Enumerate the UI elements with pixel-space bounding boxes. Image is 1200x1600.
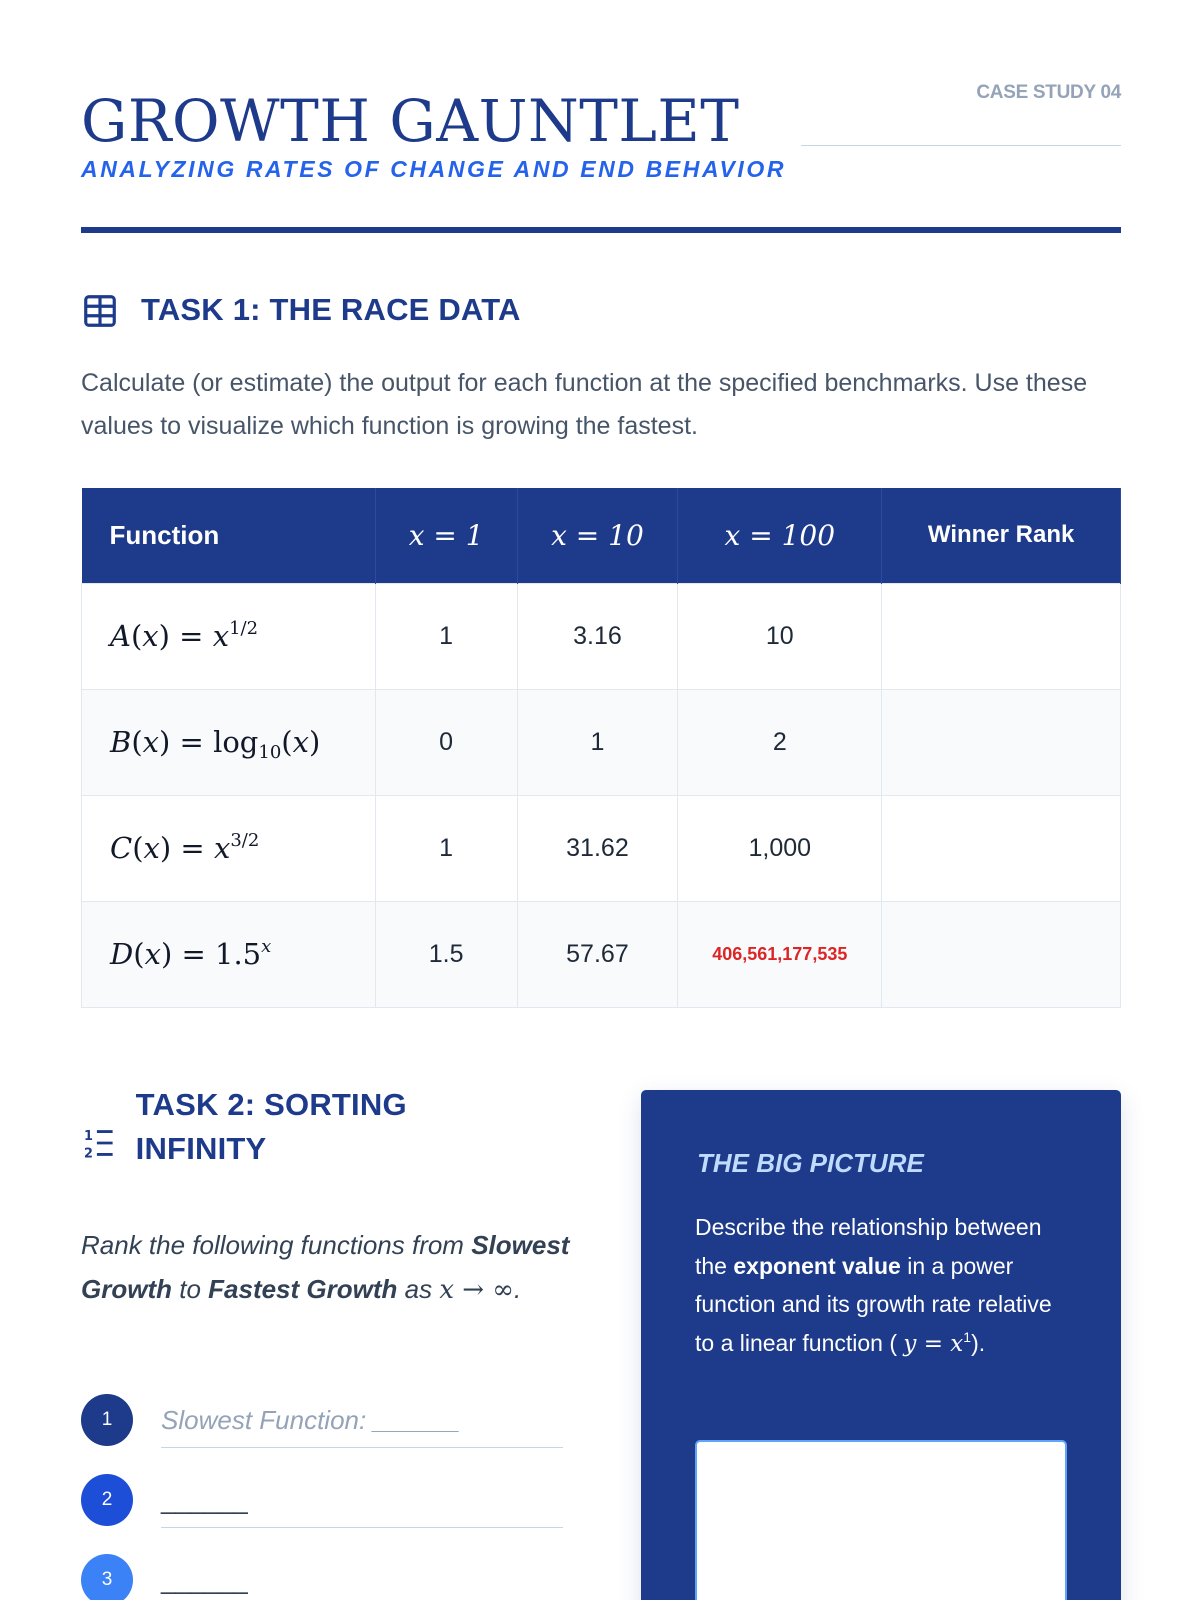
header-x10: x = 10 <box>517 488 678 583</box>
case-study-underline <box>801 145 1121 146</box>
prompt-limit: x → ∞ <box>439 1275 514 1305</box>
rank-item-1 <box>81 1394 563 1448</box>
body-part1: Describe the relationship between the <box>695 1214 1042 1279</box>
task2-prompt <box>81 1223 571 1312</box>
winner-rank-cell[interactable] <box>882 795 1121 901</box>
task2-heading-text: TASK 2: SORTING INFINITY <box>135 1087 407 1166</box>
equation-lhs: y = x <box>903 1330 964 1357</box>
rank-badge: 2 <box>81 1474 133 1526</box>
numbered-list-icon <box>81 1123 116 1163</box>
prompt-slowest: Slowest Growth <box>81 1230 570 1304</box>
value-x100: 1,000 <box>678 795 882 901</box>
fn-arg: x <box>292 725 309 759</box>
equation-exponent: 1 <box>963 1328 972 1345</box>
table-row <box>82 901 1121 1007</box>
svg-text:1: 1 <box>84 1129 93 1145</box>
rank-badge: 3 <box>81 1554 133 1600</box>
fn-name: C <box>110 831 133 865</box>
big-picture-body <box>695 1208 1075 1363</box>
page-title: GROWTH GAUNTLET <box>81 87 740 155</box>
fn-exponent: x <box>261 936 272 957</box>
function-cell: $C(x) = x^{3/2}$ <box>82 795 376 901</box>
value-x1: 1.5 <box>375 901 517 1007</box>
case-study-label: CASE STUDY 04 <box>976 82 1121 103</box>
task1-intro: Calculate (or estimate) the output for each function at the specified benchmarks. Use these values to visualize which function is growing the fastest. <box>81 369 1088 440</box>
fn-var: x <box>142 725 159 759</box>
fn-name: B <box>110 725 132 759</box>
value-x10: 31.62 <box>517 795 678 901</box>
prompt-part1: Rank the following functions from <box>81 1230 472 1260</box>
task1-heading <box>81 290 521 330</box>
value-x10: 3.16 <box>517 583 678 689</box>
table-row <box>82 583 1121 689</box>
rank-input[interactable]: Slowest Function: ______ <box>161 1394 563 1448</box>
header-function: Function <box>82 488 376 583</box>
big-picture-panel <box>641 1090 1121 1600</box>
prompt-fastest: Fastest Growth <box>208 1274 398 1304</box>
big-picture-title: THE BIG PICTURE <box>697 1148 924 1178</box>
table-icon <box>81 292 119 330</box>
big-picture-answer-box[interactable] <box>695 1440 1067 1600</box>
winner-rank-cell[interactable] <box>882 901 1121 1007</box>
fn-exponent: 3/2 <box>230 830 260 851</box>
page-subtitle: ANALYZING RATES OF CHANGE AND END BEHAVIOR <box>81 156 787 182</box>
function-cell: $D(x) = 1.5^x$ <box>82 901 376 1007</box>
fn-var: x <box>144 937 161 971</box>
prompt-end: . <box>513 1274 522 1304</box>
value-x10: 57.67 <box>517 901 678 1007</box>
table-row <box>82 795 1121 901</box>
rank-badge: 1 <box>81 1394 133 1446</box>
winner-rank-cell[interactable] <box>882 583 1121 689</box>
fn-base: x <box>212 619 230 653</box>
value-x100-highlight: 406,561,177,535 <box>678 901 882 1007</box>
fn-exponent: 1/2 <box>229 618 259 639</box>
fn-base: 1.5 <box>215 937 262 971</box>
body-part2: in a power function and its growth rate relative to a linear function ( <box>695 1252 1052 1356</box>
prompt-part2: as <box>397 1274 440 1304</box>
header-winner-rank: Winner Rank <box>882 488 1121 583</box>
value-x1: 0 <box>375 689 517 795</box>
value-x1: 1 <box>375 583 517 689</box>
value-x1: 1 <box>375 795 517 901</box>
fn-base: x <box>213 831 231 865</box>
body-end: ). <box>971 1329 986 1356</box>
task2-heading <box>81 1087 531 1171</box>
rank-item-2 <box>81 1474 563 1528</box>
fn-name: A <box>110 619 131 653</box>
body-bold: exponent value <box>733 1252 901 1279</box>
value-x100: 2 <box>678 689 882 795</box>
function-cell: $B(x) = \log_{10}(x)$ <box>82 689 376 795</box>
rank-item-3 <box>81 1554 563 1600</box>
fn-name: D <box>110 937 134 971</box>
fn-var: x <box>142 619 159 653</box>
winner-rank-cell[interactable] <box>882 689 1121 795</box>
table-header-row <box>82 488 1121 583</box>
value-x100: 10 <box>678 583 882 689</box>
table-row <box>82 689 1121 795</box>
value-x10: 1 <box>517 689 678 795</box>
header-divider <box>81 227 1121 233</box>
rank-input[interactable]: ______ <box>161 1474 563 1528</box>
header-x100: x = 100 <box>678 488 882 583</box>
fn-log-base: 10 <box>258 742 282 763</box>
fn-log: log <box>213 725 259 759</box>
header-x1: x = 1 <box>375 488 517 583</box>
prompt-mid: to <box>172 1274 209 1304</box>
race-data-table <box>81 488 1121 1008</box>
rank-input[interactable]: ______ <box>161 1554 563 1600</box>
svg-text:2: 2 <box>84 1146 93 1162</box>
task1-heading-text: TASK 1: THE RACE DATA <box>141 292 521 327</box>
function-cell: $A(x) = x^{1/2}$ <box>82 583 376 689</box>
page-header <box>81 80 1121 234</box>
fn-var: x <box>143 831 160 865</box>
